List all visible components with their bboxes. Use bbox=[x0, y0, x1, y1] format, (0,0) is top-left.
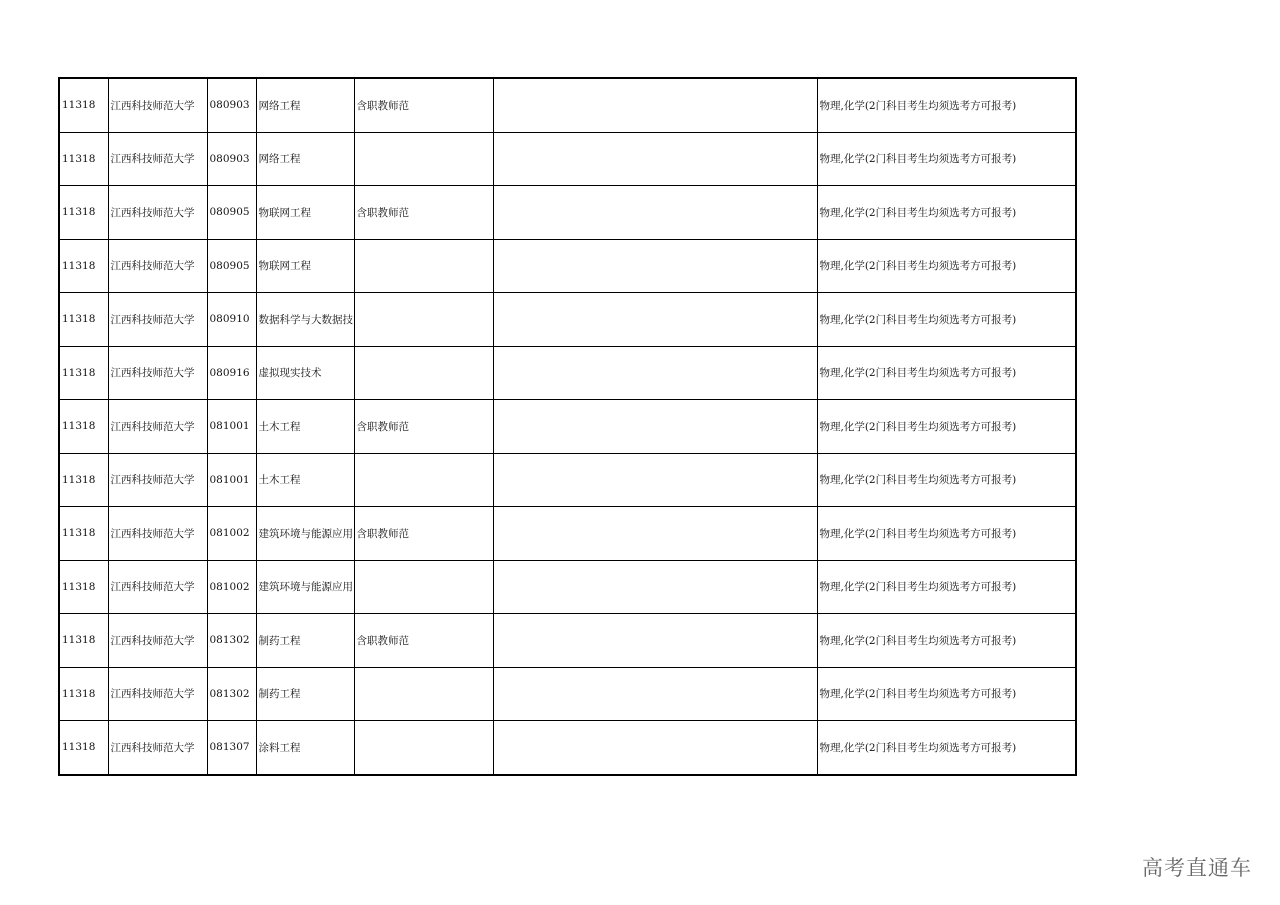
school-code-cell: 11318 bbox=[59, 132, 108, 186]
major-name-cell: 物联网工程 bbox=[256, 239, 354, 293]
school-code-cell: 11318 bbox=[59, 507, 108, 561]
subject-requirement-cell: 物理,化学(2门科目考生均须选考方可报考) bbox=[817, 186, 1076, 240]
table-row bbox=[59, 400, 1076, 454]
notes-cell bbox=[493, 453, 817, 507]
notes-cell bbox=[493, 132, 817, 186]
major-name-cell: 网络工程 bbox=[256, 132, 354, 186]
notes-cell bbox=[493, 507, 817, 561]
school-name-cell: 江西科技师范大学 bbox=[108, 78, 207, 132]
school-name-cell: 江西科技师范大学 bbox=[108, 400, 207, 454]
subject-requirement-cell: 物理,化学(2门科目考生均须选考方可报考) bbox=[817, 293, 1076, 347]
watermark-logo: 高考直通车 bbox=[1142, 856, 1252, 880]
table-row bbox=[59, 132, 1076, 186]
remark-cell bbox=[354, 293, 493, 347]
major-code-cell: 081001 bbox=[207, 400, 256, 454]
school-code-cell: 11318 bbox=[59, 560, 108, 614]
remark-cell bbox=[354, 560, 493, 614]
notes-cell bbox=[493, 560, 817, 614]
subject-requirement-cell: 物理,化学(2门科目考生均须选考方可报考) bbox=[817, 614, 1076, 668]
subject-requirement-cell: 物理,化学(2门科目考生均须选考方可报考) bbox=[817, 507, 1076, 561]
school-name-cell: 江西科技师范大学 bbox=[108, 667, 207, 721]
school-code-cell: 11318 bbox=[59, 400, 108, 454]
major-name-cell: 制药工程 bbox=[256, 667, 354, 721]
school-name-cell: 江西科技师范大学 bbox=[108, 346, 207, 400]
remark-cell bbox=[354, 239, 493, 293]
major-name-cell: 土木工程 bbox=[256, 453, 354, 507]
remark-cell bbox=[354, 346, 493, 400]
notes-cell bbox=[493, 239, 817, 293]
school-name-cell: 江西科技师范大学 bbox=[108, 239, 207, 293]
table-row bbox=[59, 239, 1076, 293]
major-code-cell: 081002 bbox=[207, 560, 256, 614]
remark-cell: 含职教师范 bbox=[354, 507, 493, 561]
notes-cell bbox=[493, 186, 817, 240]
subject-requirement-cell: 物理,化学(2门科目考生均须选考方可报考) bbox=[817, 721, 1076, 775]
major-name-cell: 网络工程 bbox=[256, 78, 354, 132]
major-code-cell: 080916 bbox=[207, 346, 256, 400]
remark-cell: 含职教师范 bbox=[354, 186, 493, 240]
major-name-cell: 物联网工程 bbox=[256, 186, 354, 240]
major-code-cell: 080903 bbox=[207, 78, 256, 132]
table-row bbox=[59, 560, 1076, 614]
school-code-cell: 11318 bbox=[59, 293, 108, 347]
table-row bbox=[59, 346, 1076, 400]
table-row bbox=[59, 453, 1076, 507]
major-name-cell: 土木工程 bbox=[256, 400, 354, 454]
remark-cell bbox=[354, 453, 493, 507]
school-name-cell: 江西科技师范大学 bbox=[108, 614, 207, 668]
major-code-cell: 080903 bbox=[207, 132, 256, 186]
major-code-cell: 081002 bbox=[207, 507, 256, 561]
notes-cell bbox=[493, 293, 817, 347]
remark-cell: 含职教师范 bbox=[354, 400, 493, 454]
major-code-cell: 081001 bbox=[207, 453, 256, 507]
subject-requirement-cell: 物理,化学(2门科目考生均须选考方可报考) bbox=[817, 400, 1076, 454]
table-row bbox=[59, 293, 1076, 347]
subject-requirement-cell: 物理,化学(2门科目考生均须选考方可报考) bbox=[817, 560, 1076, 614]
notes-cell bbox=[493, 346, 817, 400]
remark-cell: 含职教师范 bbox=[354, 614, 493, 668]
school-name-cell: 江西科技师范大学 bbox=[108, 453, 207, 507]
school-code-cell: 11318 bbox=[59, 614, 108, 668]
table-body bbox=[59, 78, 1076, 775]
table-row bbox=[59, 721, 1076, 775]
school-code-cell: 11318 bbox=[59, 239, 108, 293]
major-code-cell: 081307 bbox=[207, 721, 256, 775]
major-code-cell: 080905 bbox=[207, 239, 256, 293]
major-code-cell: 081302 bbox=[207, 667, 256, 721]
subject-requirement-cell: 物理,化学(2门科目考生均须选考方可报考) bbox=[817, 132, 1076, 186]
school-code-cell: 11318 bbox=[59, 667, 108, 721]
admission-table bbox=[58, 77, 1077, 776]
table-row bbox=[59, 614, 1076, 668]
subject-requirement-cell: 物理,化学(2门科目考生均须选考方可报考) bbox=[817, 239, 1076, 293]
subject-requirement-cell: 物理,化学(2门科目考生均须选考方可报考) bbox=[817, 78, 1076, 132]
major-name-cell: 建筑环境与能源应用 bbox=[256, 507, 354, 561]
major-name-cell: 虚拟现实技术 bbox=[256, 346, 354, 400]
school-code-cell: 11318 bbox=[59, 346, 108, 400]
remark-cell bbox=[354, 721, 493, 775]
school-code-cell: 11318 bbox=[59, 78, 108, 132]
table-row bbox=[59, 507, 1076, 561]
remark-cell bbox=[354, 667, 493, 721]
subject-requirement-cell: 物理,化学(2门科目考生均须选考方可报考) bbox=[817, 667, 1076, 721]
major-name-cell: 制药工程 bbox=[256, 614, 354, 668]
school-code-cell: 11318 bbox=[59, 186, 108, 240]
major-code-cell: 080910 bbox=[207, 293, 256, 347]
notes-cell bbox=[493, 400, 817, 454]
school-name-cell: 江西科技师范大学 bbox=[108, 186, 207, 240]
table-row bbox=[59, 186, 1076, 240]
school-name-cell: 江西科技师范大学 bbox=[108, 560, 207, 614]
subject-requirement-cell: 物理,化学(2门科目考生均须选考方可报考) bbox=[817, 453, 1076, 507]
subject-requirement-cell: 物理,化学(2门科目考生均须选考方可报考) bbox=[817, 346, 1076, 400]
school-code-cell: 11318 bbox=[59, 453, 108, 507]
notes-cell bbox=[493, 667, 817, 721]
school-name-cell: 江西科技师范大学 bbox=[108, 721, 207, 775]
remark-cell bbox=[354, 132, 493, 186]
school-code-cell: 11318 bbox=[59, 721, 108, 775]
major-code-cell: 080905 bbox=[207, 186, 256, 240]
table-row bbox=[59, 667, 1076, 721]
notes-cell bbox=[493, 721, 817, 775]
major-name-cell: 数据科学与大数据技 bbox=[256, 293, 354, 347]
major-name-cell: 涂料工程 bbox=[256, 721, 354, 775]
major-code-cell: 081302 bbox=[207, 614, 256, 668]
notes-cell bbox=[493, 78, 817, 132]
notes-cell bbox=[493, 614, 817, 668]
school-name-cell: 江西科技师范大学 bbox=[108, 507, 207, 561]
major-name-cell: 建筑环境与能源应用 bbox=[256, 560, 354, 614]
table-row bbox=[59, 78, 1076, 132]
remark-cell: 含职教师范 bbox=[354, 78, 493, 132]
school-name-cell: 江西科技师范大学 bbox=[108, 132, 207, 186]
school-name-cell: 江西科技师范大学 bbox=[108, 293, 207, 347]
